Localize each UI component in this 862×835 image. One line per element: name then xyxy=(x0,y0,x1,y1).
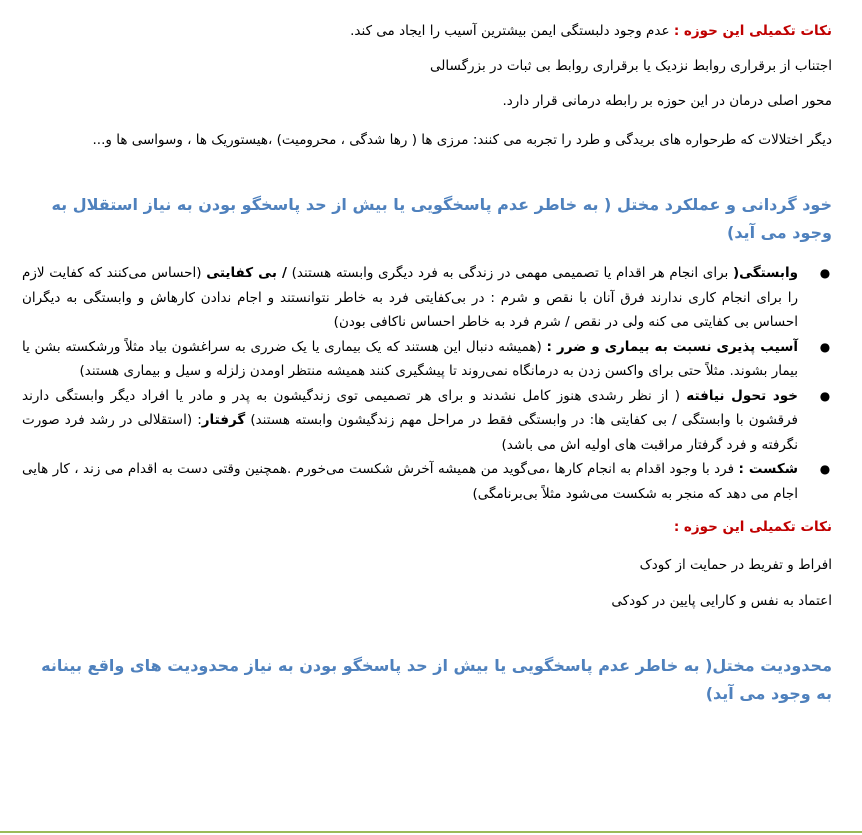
bullet-text: (همیشه دنبال این هستند که یک بیماری یا یک ضرری به سراغشون بیاد مثلاً ورشکسته بشن یا بیمار بشوند. مثلاً حتی برای واکسن زدن به درمانگاه نمی‌روند تا پیشگیری کنند همیشه منتظر اومدن زلزله و سیل و بیماری هستند) xyxy=(22,338,798,379)
section-heading-autonomy-bold: خود گردانی و عملکرد مختل xyxy=(616,195,832,214)
intro-paragraph xyxy=(22,18,832,44)
intro-label: نکات تکمیلی این حوزه : xyxy=(673,23,832,39)
bullet-icon: ● xyxy=(819,266,831,280)
section-heading-limits-bold: محدودیت مختل xyxy=(712,656,832,675)
bullet-term-2: گرفتار xyxy=(201,412,246,428)
bullet-term: خود تحول نیافته xyxy=(686,387,798,404)
bullet-item-vulnerability xyxy=(22,335,831,384)
bullet-icon: ● xyxy=(819,388,831,403)
bullet-item-failure xyxy=(22,457,831,506)
bullet-icon: ● xyxy=(819,462,831,476)
section2-line-1: افراط و تفریط در حمایت از کودک xyxy=(639,557,832,573)
bullet-text-2: (احساس می‌کنند که کفایت لازم را برای انجام کاری ندارند فرق آنان با نقص و شرم : در بی‌کفایتی فرد به خاطر نتوانستند و اجام ندادن کارهاش و وابستگی به دیگران احساس بی کفایتی می کنه ولی در نقص / شرم فرد به خاطر احساس ناکافی بودن) xyxy=(22,265,798,330)
section-heading-limits-rest: ( به خاطر عدم پاسخگویی یا بیش از حد پاسخگو بودن به نیاز محدودیت های واقع بینانه به وجود می آید) xyxy=(41,656,832,703)
bullet-text: فرد با وجود اقدام به انجام کارها ،می‌گوید من همیشه آخرش شکست می‌خورم .همچنین وقتی دست به اقدام می زند ، کار هایی اجام می دهد که منجر به شکست می‌شود مثلاً بی‌برنامگی) xyxy=(22,461,798,502)
bullet-item-undeveloped-self xyxy=(22,384,831,458)
bullet-term-2: / بی کفایتی xyxy=(206,265,287,281)
intro-line-2: محور اصلی درمان در این حوزه بر رابطه درمانی قرار دارد. xyxy=(502,93,832,109)
schema-bullet-list xyxy=(22,261,832,506)
bullet-text: برای انجام هر اقدام یا تصمیمی مهمی در زندگی به فرد دیگری وابسته هستند) xyxy=(286,265,733,281)
section2-label: نکات تکمیلی این حوزه : xyxy=(673,519,832,535)
bullet-term: آسیب پذیری نسبت به بیماری و ضرر : xyxy=(546,338,798,355)
section-heading-limits xyxy=(22,652,832,708)
section2-line-2: اعتماد به نفس و کارایی پایین در کودکی xyxy=(611,593,832,609)
intro-line-3: دیگر اختلالات که طرحواره های بریدگی و طرد را تجربه می کنند: مرزی ها ( رها شدگی ، محرومیت) ،هیستوریک ها ، وسواسی ها و... xyxy=(92,132,832,148)
bullet-item-dependence xyxy=(22,261,831,335)
section-heading-autonomy xyxy=(22,191,832,247)
section-heading-autonomy-rest: ( به خاطر عدم پاسخگویی یا بیش از حد پاسخگو بودن به نیاز استقلال به وجود می آید) xyxy=(51,195,832,242)
bullet-term: شکست : xyxy=(738,461,798,477)
intro-line-1: اجتناب از برقراری روابط نزدیک یا برقراری روابط بی ثبات در بزرگسالی xyxy=(430,58,832,74)
bullet-term: وابستگی( xyxy=(732,265,798,281)
bullet-icon: ● xyxy=(819,339,831,354)
intro-text: عدم وجود دلبستگی ایمن بیشترین آسیب را ایجاد می کند. xyxy=(350,23,674,39)
bullet-text-2: : (استقلالی در رشد فرد صورت نگرفته و فرد گرفتار مراقبت های اولیه اش می باشد) xyxy=(22,412,798,453)
footer-divider xyxy=(0,831,862,833)
bullet-text: ( از نظر رشدی هنوز کامل نشدند و برای هر تصمیمی توی زندگیشون به پدر و مادر یا افراد دیگر وابستگی دارند فرقشون با وابستگی / بی کفایتی ها: در وابستگی فقط در مراحل مهم زندگیشون وابسته هستند) xyxy=(22,387,799,428)
